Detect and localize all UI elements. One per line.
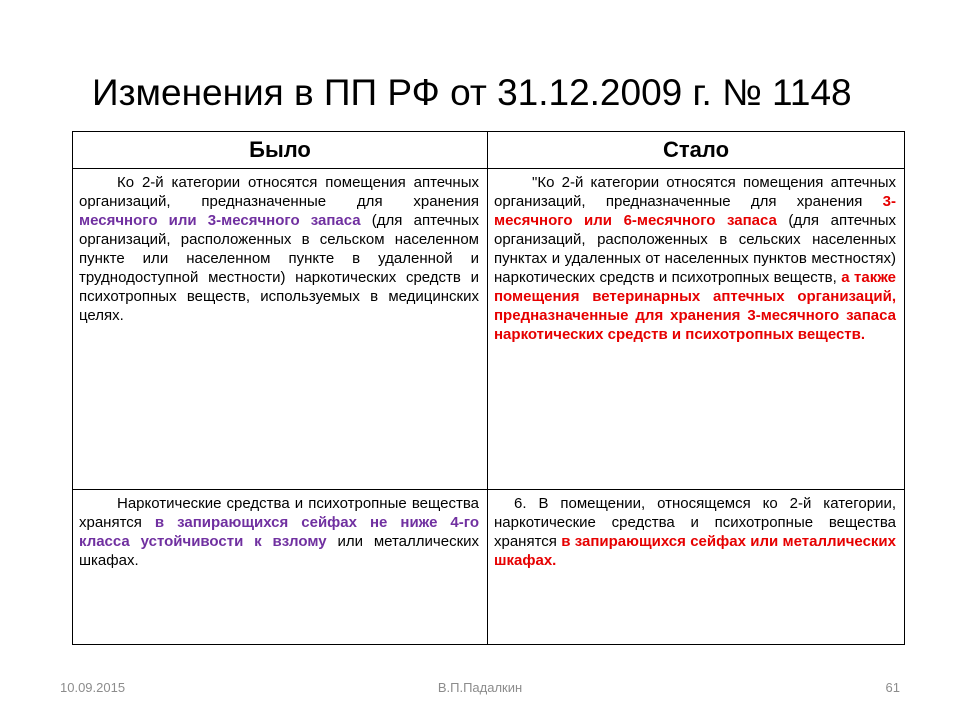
- text-segment: Наркотические средства и психотропные вещества хранятся: [79, 495, 479, 531]
- row1-was-text: [79, 173, 479, 325]
- comparison-table: [72, 131, 905, 645]
- header-was: Было: [73, 132, 488, 169]
- table-header-row: [73, 132, 905, 169]
- header-now: Стало: [488, 132, 905, 169]
- row2-now-text: [494, 494, 896, 570]
- highlight-segment: 3-месячного или 6-месячного запаса: [494, 193, 896, 229]
- footer-author: В.П.Падалкин: [437, 680, 523, 695]
- row1-now-cell: [488, 169, 905, 490]
- text-segment: 6. В помещении, относящемся ко 2-й категории, наркотические средства и психотропные вещества хранятся: [494, 495, 896, 550]
- table-row: [73, 490, 905, 645]
- text-segment: или металлических шкафах.: [79, 533, 480, 569]
- table-row: [73, 169, 905, 490]
- text-segment: "Ко 2-й категории относятся помещения аптечных организаций, предназначенные для хранения: [494, 174, 896, 210]
- highlight-segment: в запирающихся сейфах или металлических шкафах.: [494, 533, 896, 569]
- page-number: 61: [885, 680, 900, 695]
- slide-title: Изменения в ПП РФ от 31.12.2009 г. № 1148: [92, 72, 852, 113]
- row2-was-text: [79, 494, 479, 570]
- text-segment: (для аптечных организаций, расположенных в сельском населенном пункте или населенном пункте в удаленной и труднодоступной местности) наркотических средств и психотропных веществ, используемых в медицинских целях.: [79, 212, 479, 324]
- row2-was-cell: [73, 490, 488, 645]
- highlight-segment: месячного или 3-месячного запаса: [79, 212, 361, 229]
- text-segment: Ко 2-й категории относятся помещения аптечных организаций, предназначенные для хранения: [79, 174, 479, 210]
- text-segment: (для аптечных организаций, расположенных в сельских населенных пунктах и удаленных от населенных пунктов местностях) наркотических средств и психотропных веществ,: [494, 212, 896, 286]
- highlight-segment: а также помещения ветеринарных аптечных организаций, предназначенные для хранения 3-месячного запаса наркотических средств и психотропных веществ.: [494, 269, 896, 343]
- row2-now-cell: [488, 490, 905, 645]
- highlight-segment: в запирающихся сейфах не ниже 4-го класса устойчивости к взлому: [79, 514, 479, 550]
- row1-now-text: [494, 173, 896, 344]
- footer-date: 10.09.2015: [60, 680, 126, 695]
- row1-was-cell: [73, 169, 488, 490]
